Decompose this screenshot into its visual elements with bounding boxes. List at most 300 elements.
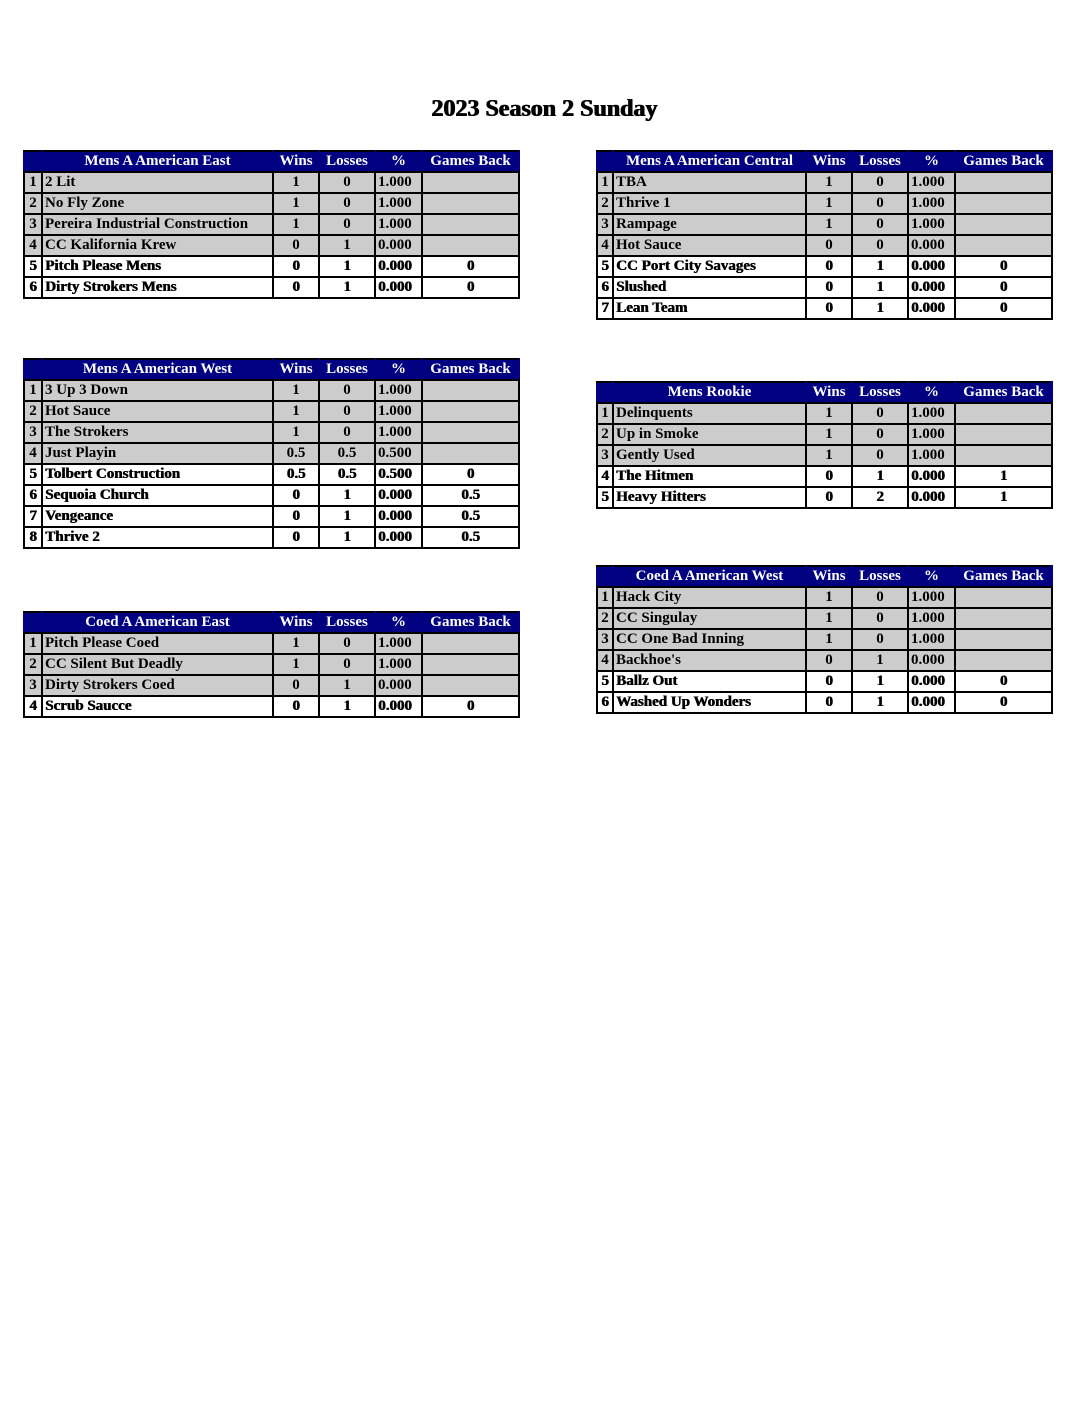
games-back-cell: [955, 608, 1052, 629]
team-name: Lean Team: [613, 298, 806, 319]
table-row: [597, 692, 1052, 713]
games-back-cell: [955, 629, 1052, 650]
rank-cell: 3: [597, 214, 613, 235]
losses-cell: 1: [319, 527, 375, 548]
rank-cell: 3: [24, 422, 42, 443]
losses-cell: 1: [319, 235, 375, 256]
table-row: [24, 527, 519, 548]
rank-cell: 2: [597, 424, 613, 445]
pct-cell: 0.000: [375, 527, 422, 548]
wins-cell: 0.5: [273, 443, 319, 464]
table-row: [597, 671, 1052, 692]
games-back-cell: [955, 587, 1052, 608]
pct-cell: 1.000: [908, 587, 955, 608]
wins-cell: 0: [806, 487, 852, 508]
team-name: Backhoe's: [613, 650, 806, 671]
games-back-cell: 1: [955, 487, 1052, 508]
pct-cell: 1.000: [375, 214, 422, 235]
division-name: Mens A American West: [42, 359, 273, 380]
losses-cell: 0: [319, 172, 375, 193]
team-name: Thrive 2: [42, 527, 273, 548]
rank-cell: 1: [24, 380, 42, 401]
team-name: The Hitmen: [613, 466, 806, 487]
division-name: Mens Rookie: [613, 382, 806, 403]
pct-cell: 0.000: [375, 696, 422, 717]
games-back-cell: 0: [955, 256, 1052, 277]
standings-table-mens-rookie: [596, 381, 1053, 509]
wins-cell: 1: [273, 172, 319, 193]
games-back-header: Games Back: [955, 382, 1052, 403]
pct-cell: 0.000: [908, 650, 955, 671]
pct-cell: 0.000: [375, 506, 422, 527]
table-row: [24, 235, 519, 256]
games-back-cell: [955, 214, 1052, 235]
wins-cell: 1: [806, 445, 852, 466]
pct-cell: 1.000: [375, 380, 422, 401]
losses-cell: 0: [852, 445, 908, 466]
table-row: [24, 172, 519, 193]
table-header-row: [597, 566, 1052, 587]
games-back-cell: [955, 403, 1052, 424]
wins-cell: 1: [273, 633, 319, 654]
pct-cell: 0.000: [908, 256, 955, 277]
losses-header: Losses: [319, 151, 375, 172]
losses-cell: 0: [852, 629, 908, 650]
rank-cell: 1: [597, 403, 613, 424]
losses-cell: 0: [852, 424, 908, 445]
rank-cell: 1: [597, 172, 613, 193]
wins-cell: 0: [273, 256, 319, 277]
rank-cell: 2: [24, 401, 42, 422]
rank-cell: 4: [597, 235, 613, 256]
wins-cell: 1: [273, 654, 319, 675]
games-back-cell: [955, 193, 1052, 214]
rank-cell: 3: [597, 629, 613, 650]
pct-cell: 0.000: [908, 466, 955, 487]
wins-cell: 1: [806, 629, 852, 650]
wins-cell: 1: [806, 172, 852, 193]
pct-cell: 1.000: [375, 193, 422, 214]
games-back-cell: 0: [422, 696, 519, 717]
losses-cell: 0.5: [319, 443, 375, 464]
pct-cell: 1.000: [375, 422, 422, 443]
pct-header: %: [908, 566, 955, 587]
pct-cell: 1.000: [908, 424, 955, 445]
team-name: Ballz Out: [613, 671, 806, 692]
team-name: Pitch Please Coed: [42, 633, 273, 654]
pct-cell: 0.000: [375, 235, 422, 256]
losses-cell: 1: [319, 696, 375, 717]
standings-table-mens-a-american-central: [596, 150, 1053, 320]
wins-cell: 1: [273, 380, 319, 401]
wins-cell: 0: [806, 256, 852, 277]
games-back-cell: [422, 675, 519, 696]
pct-cell: 1.000: [908, 193, 955, 214]
pct-cell: 0.000: [908, 671, 955, 692]
rank-cell: 3: [24, 675, 42, 696]
pct-cell: 1.000: [908, 214, 955, 235]
losses-cell: 1: [319, 485, 375, 506]
rank-cell: 6: [597, 692, 613, 713]
games-back-cell: [955, 172, 1052, 193]
rank-cell: 5: [597, 487, 613, 508]
losses-cell: 1: [852, 692, 908, 713]
games-back-cell: 0: [955, 298, 1052, 319]
table-row: [24, 422, 519, 443]
wins-cell: 1: [273, 401, 319, 422]
table-row: [597, 277, 1052, 298]
losses-cell: 0: [852, 235, 908, 256]
games-back-cell: [422, 214, 519, 235]
wins-cell: 1: [806, 608, 852, 629]
wins-cell: 0: [806, 277, 852, 298]
losses-cell: 0.5: [319, 464, 375, 485]
losses-cell: 1: [852, 650, 908, 671]
rank-cell: 3: [24, 214, 42, 235]
rank-cell: 5: [597, 256, 613, 277]
games-back-cell: 0: [422, 464, 519, 485]
team-name: Vengeance: [42, 506, 273, 527]
games-back-cell: 0: [955, 277, 1052, 298]
table-row: [24, 675, 519, 696]
pct-cell: 1.000: [375, 633, 422, 654]
losses-cell: 0: [319, 654, 375, 675]
pct-cell: 1.000: [908, 172, 955, 193]
team-name: Tolbert Construction: [42, 464, 273, 485]
table-row: [24, 654, 519, 675]
pct-cell: 1.000: [375, 654, 422, 675]
rank-cell: 2: [24, 654, 42, 675]
team-name: Up in Smoke: [613, 424, 806, 445]
rank-header: [597, 382, 613, 403]
table-row: [597, 235, 1052, 256]
team-name: Slushed: [613, 277, 806, 298]
games-back-cell: [422, 401, 519, 422]
table-row: [597, 298, 1052, 319]
losses-cell: 0: [319, 422, 375, 443]
team-name: CC Port City Savages: [613, 256, 806, 277]
table-row: [597, 256, 1052, 277]
division-name: Mens A American Central: [613, 151, 806, 172]
losses-cell: 1: [852, 298, 908, 319]
division-name: Coed A American West: [613, 566, 806, 587]
wins-cell: 1: [806, 424, 852, 445]
pct-cell: 0.500: [375, 443, 422, 464]
rank-cell: 4: [597, 466, 613, 487]
wins-header: Wins: [806, 566, 852, 587]
table-row: [24, 485, 519, 506]
rank-cell: 4: [597, 650, 613, 671]
rank-cell: 8: [24, 527, 42, 548]
games-back-cell: 0.5: [422, 506, 519, 527]
team-name: CC Singulay: [613, 608, 806, 629]
table-header-row: [597, 382, 1052, 403]
rank-cell: 5: [24, 256, 42, 277]
games-back-cell: [955, 650, 1052, 671]
pct-cell: 1.000: [375, 401, 422, 422]
losses-cell: 0: [852, 608, 908, 629]
losses-cell: 1: [852, 466, 908, 487]
losses-cell: 1: [852, 671, 908, 692]
losses-cell: 0: [319, 401, 375, 422]
table-row: [24, 214, 519, 235]
table-row: [597, 193, 1052, 214]
losses-cell: 0: [319, 380, 375, 401]
losses-cell: 1: [319, 277, 375, 298]
rank-header: [597, 566, 613, 587]
table-row: [597, 587, 1052, 608]
wins-cell: 0: [806, 298, 852, 319]
table-row: [24, 464, 519, 485]
rank-cell: 2: [597, 193, 613, 214]
games-back-header: Games Back: [955, 566, 1052, 587]
rank-header: [24, 359, 42, 380]
table-row: [24, 401, 519, 422]
rank-cell: 3: [597, 445, 613, 466]
table-row: [597, 629, 1052, 650]
team-name: TBA: [613, 172, 806, 193]
wins-cell: 1: [806, 587, 852, 608]
losses-cell: 1: [319, 675, 375, 696]
rank-header: [597, 151, 613, 172]
losses-cell: 1: [852, 256, 908, 277]
pct-cell: 0.000: [908, 298, 955, 319]
table-header-row: [24, 151, 519, 172]
losses-cell: 0: [852, 172, 908, 193]
table-row: [24, 506, 519, 527]
pct-cell: 0.000: [908, 235, 955, 256]
games-back-cell: [422, 235, 519, 256]
pct-cell: 0.000: [908, 487, 955, 508]
table-row: [597, 424, 1052, 445]
wins-header: Wins: [273, 359, 319, 380]
rank-cell: 7: [597, 298, 613, 319]
table-row: [24, 193, 519, 214]
rank-cell: 6: [24, 485, 42, 506]
games-back-cell: 0: [422, 256, 519, 277]
wins-cell: 1: [273, 214, 319, 235]
table-row: [24, 256, 519, 277]
rank-cell: 6: [597, 277, 613, 298]
team-name: CC Kalifornia Krew: [42, 235, 273, 256]
table-header-row: [597, 151, 1052, 172]
wins-cell: 1: [806, 193, 852, 214]
games-back-cell: [955, 235, 1052, 256]
team-name: Rampage: [613, 214, 806, 235]
team-name: 3 Up 3 Down: [42, 380, 273, 401]
standings-table-coed-a-american-west: [596, 565, 1053, 714]
pct-header: %: [375, 151, 422, 172]
pct-cell: 1.000: [375, 172, 422, 193]
table-row: [597, 466, 1052, 487]
team-name: Sequoia Church: [42, 485, 273, 506]
games-back-cell: [955, 445, 1052, 466]
team-name: Thrive 1: [613, 193, 806, 214]
losses-cell: 0: [319, 214, 375, 235]
rank-cell: 4: [24, 235, 42, 256]
wins-cell: 0: [273, 277, 319, 298]
pct-header: %: [375, 612, 422, 633]
table-row: [597, 650, 1052, 671]
team-name: Dirty Strokers Mens: [42, 277, 273, 298]
losses-header: Losses: [852, 151, 908, 172]
rank-cell: 4: [24, 443, 42, 464]
rank-cell: 5: [597, 671, 613, 692]
wins-cell: 1: [806, 214, 852, 235]
wins-cell: 0: [273, 506, 319, 527]
losses-cell: 0: [852, 193, 908, 214]
team-name: Gently Used: [613, 445, 806, 466]
table-row: [24, 443, 519, 464]
wins-header: Wins: [273, 612, 319, 633]
team-name: Washed Up Wonders: [613, 692, 806, 713]
games-back-cell: 0.5: [422, 485, 519, 506]
wins-cell: 0: [273, 675, 319, 696]
team-name: Hack City: [613, 587, 806, 608]
games-back-cell: [422, 633, 519, 654]
table-row: [597, 403, 1052, 424]
rank-cell: 4: [24, 696, 42, 717]
wins-header: Wins: [806, 151, 852, 172]
wins-cell: 0: [273, 696, 319, 717]
rank-cell: 2: [24, 193, 42, 214]
games-back-cell: [422, 422, 519, 443]
rank-cell: 5: [24, 464, 42, 485]
standings-table-mens-a-american-east: [23, 150, 520, 299]
table-row: [597, 608, 1052, 629]
team-name: The Strokers: [42, 422, 273, 443]
games-back-cell: [422, 380, 519, 401]
wins-cell: 0: [806, 650, 852, 671]
losses-cell: 1: [852, 277, 908, 298]
rank-header: [24, 151, 42, 172]
losses-cell: 1: [319, 256, 375, 277]
wins-cell: 0: [273, 485, 319, 506]
pct-cell: 0.000: [375, 277, 422, 298]
wins-cell: 1: [806, 403, 852, 424]
table-row: [24, 277, 519, 298]
table-row: [597, 445, 1052, 466]
table-header-row: [24, 359, 519, 380]
wins-cell: 0: [806, 466, 852, 487]
team-name: No Fly Zone: [42, 193, 273, 214]
pct-header: %: [375, 359, 422, 380]
pct-cell: 0.500: [375, 464, 422, 485]
losses-header: Losses: [319, 612, 375, 633]
wins-cell: 0: [273, 527, 319, 548]
wins-header: Wins: [273, 151, 319, 172]
table-row: [24, 633, 519, 654]
pct-cell: 0.000: [375, 675, 422, 696]
games-back-header: Games Back: [422, 151, 519, 172]
wins-cell: 0.5: [273, 464, 319, 485]
rank-cell: 7: [24, 506, 42, 527]
losses-cell: 0: [319, 193, 375, 214]
rank-cell: 1: [24, 633, 42, 654]
pct-cell: 1.000: [908, 403, 955, 424]
pct-header: %: [908, 382, 955, 403]
games-back-header: Games Back: [955, 151, 1052, 172]
losses-cell: 0: [319, 633, 375, 654]
division-name: Mens A American East: [42, 151, 273, 172]
games-back-cell: 0: [955, 692, 1052, 713]
games-back-cell: [422, 443, 519, 464]
table-header-row: [24, 612, 519, 633]
games-back-cell: [422, 654, 519, 675]
standings-table-mens-a-american-west: [23, 358, 520, 549]
rank-cell: 1: [24, 172, 42, 193]
team-name: 2 Lit: [42, 172, 273, 193]
team-name: CC One Bad Inning: [613, 629, 806, 650]
games-back-cell: 1: [955, 466, 1052, 487]
pct-cell: 0.000: [375, 485, 422, 506]
rank-cell: 1: [597, 587, 613, 608]
team-name: Pereira Industrial Construction: [42, 214, 273, 235]
wins-cell: 0: [806, 235, 852, 256]
table-row: [597, 172, 1052, 193]
team-name: Hot Sauce: [613, 235, 806, 256]
pct-header: %: [908, 151, 955, 172]
rank-cell: 6: [24, 277, 42, 298]
pct-cell: 1.000: [908, 629, 955, 650]
games-back-cell: [422, 172, 519, 193]
division-name: Coed A American East: [42, 612, 273, 633]
team-name: Heavy Hitters: [613, 487, 806, 508]
team-name: Delinquents: [613, 403, 806, 424]
pct-cell: 0.000: [908, 692, 955, 713]
games-back-cell: 0: [422, 277, 519, 298]
team-name: Just Playin: [42, 443, 273, 464]
team-name: Hot Sauce: [42, 401, 273, 422]
team-name: Scrub Saucce: [42, 696, 273, 717]
pct-cell: 0.000: [375, 256, 422, 277]
team-name: Dirty Strokers Coed: [42, 675, 273, 696]
standings-table-coed-a-american-east: [23, 611, 520, 718]
losses-header: Losses: [852, 566, 908, 587]
table-row: [24, 380, 519, 401]
losses-cell: 0: [852, 403, 908, 424]
table-row: [597, 214, 1052, 235]
games-back-header: Games Back: [422, 359, 519, 380]
wins-cell: 1: [273, 422, 319, 443]
wins-cell: 1: [273, 193, 319, 214]
games-back-cell: 0: [955, 671, 1052, 692]
wins-cell: 0: [273, 235, 319, 256]
losses-cell: 1: [319, 506, 375, 527]
pct-cell: 1.000: [908, 445, 955, 466]
pct-cell: 1.000: [908, 608, 955, 629]
team-name: Pitch Please Mens: [42, 256, 273, 277]
table-row: [597, 487, 1052, 508]
losses-cell: 0: [852, 214, 908, 235]
games-back-cell: 0.5: [422, 527, 519, 548]
pct-cell: 0.000: [908, 277, 955, 298]
rank-cell: 2: [597, 608, 613, 629]
table-row: [24, 696, 519, 717]
page-title: 2023 Season 2 Sunday: [430, 96, 658, 122]
losses-header: Losses: [319, 359, 375, 380]
wins-header: Wins: [806, 382, 852, 403]
team-name: CC Silent But Deadly: [42, 654, 273, 675]
wins-cell: 0: [806, 692, 852, 713]
losses-cell: 0: [852, 587, 908, 608]
wins-cell: 0: [806, 671, 852, 692]
losses-header: Losses: [852, 382, 908, 403]
games-back-header: Games Back: [422, 612, 519, 633]
losses-cell: 2: [852, 487, 908, 508]
games-back-cell: [422, 193, 519, 214]
rank-header: [24, 612, 42, 633]
